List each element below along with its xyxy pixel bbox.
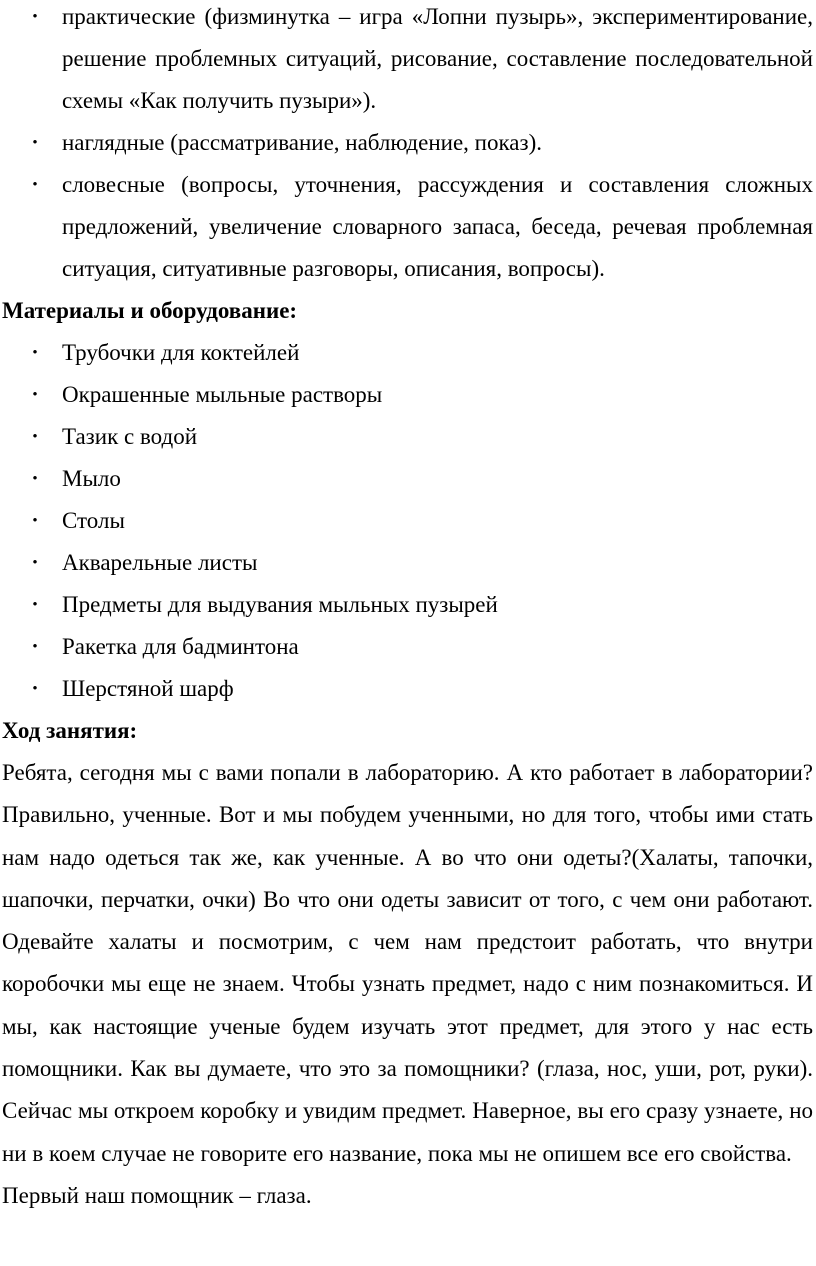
list-item xyxy=(2,374,813,416)
list-item xyxy=(2,584,813,626)
list-item-text: Шерстяной шарф xyxy=(62,676,234,701)
list-item-text: наглядные (рассматривание, наблюдение, показ). xyxy=(62,130,543,155)
list-item-text: Ракетка для бадминтона xyxy=(62,634,299,659)
bullet-icon: • xyxy=(32,345,38,361)
methods-list xyxy=(2,0,813,290)
bullet-icon: • xyxy=(32,135,38,151)
bullet-icon: • xyxy=(32,429,38,445)
lesson-last-line: Первый наш помощник – глаза. xyxy=(2,1182,312,1208)
list-item xyxy=(2,500,813,542)
bullet-icon: • xyxy=(32,681,38,697)
list-item xyxy=(2,542,813,584)
list-item xyxy=(2,0,813,122)
materials-heading: Материалы и оборудование: xyxy=(2,298,298,323)
list-item-text: Окрашенные мыльные растворы xyxy=(62,382,383,407)
list-item xyxy=(2,332,813,374)
bullet-icon: • xyxy=(32,471,38,487)
bullet-icon: • xyxy=(32,639,38,655)
list-item xyxy=(2,416,813,458)
materials-list xyxy=(2,332,813,710)
list-item-text: Мыло xyxy=(62,466,121,491)
bullet-icon: • xyxy=(32,177,38,193)
list-item-text: Трубочки для коктейлей xyxy=(62,340,300,365)
list-item xyxy=(2,668,813,710)
bullet-icon: • xyxy=(32,513,38,529)
list-item-text: Акварельные листы xyxy=(62,550,258,575)
list-item xyxy=(2,164,813,290)
list-item xyxy=(2,458,813,500)
list-item-text: практические (физминутка – игра «Лопни пузырь», экспериментирование, решение проблемных ситуаций, рисование, составление последовательной схемы «Как получить пузыри»). xyxy=(62,4,813,113)
list-item-text: Столы xyxy=(62,508,125,533)
list-item-text: Тазик с водой xyxy=(62,424,198,449)
list-item xyxy=(2,122,813,164)
bullet-icon: • xyxy=(32,9,38,25)
bullet-icon: • xyxy=(32,597,38,613)
bullet-icon: • xyxy=(32,555,38,571)
bullet-icon: • xyxy=(32,387,38,403)
lesson-paragraph: Ребята, сегодня мы с вами попали в лабораторию. А кто работает в лаборатории? Правильно, ученные. Вот и мы побудем ученными, но для того, чтобы ими стать нам надо одеться так же, как ученные. А во что они одеты?(Халаты, тапочки, шапочки, перчатки, очки) Во что они одеты зависит от того, с чем они работают. Одевайте халаты и посмотрим, с чем нам предстоит работать, что внутри коробочки мы еще не знаем. Чтобы узнать предмет, надо с ним познакомиться. И мы, как настоящие ученые будем изучать этот предмет, для этого у нас есть помощники. Как вы думаете, что это за помощники? (глаза, нос, уши, рот, руки). Сейчас мы откроем коробку и увидим предмет. Наверное, вы его сразу узнаете, но ни в коем случае не говорите его название, пока мы не опишем все его свойства. xyxy=(2,760,813,1166)
list-item-text: Предметы для выдувания мыльных пузырей xyxy=(62,592,498,617)
lesson-heading: Ход занятия: xyxy=(2,718,138,743)
list-item xyxy=(2,626,813,668)
list-item-text: словесные (вопросы, уточнения, рассуждения и составления сложных предложений, увеличение словарного запаса, беседа, речевая проблемная ситуация, ситуативные разговоры, описания, вопросы). xyxy=(62,172,813,281)
